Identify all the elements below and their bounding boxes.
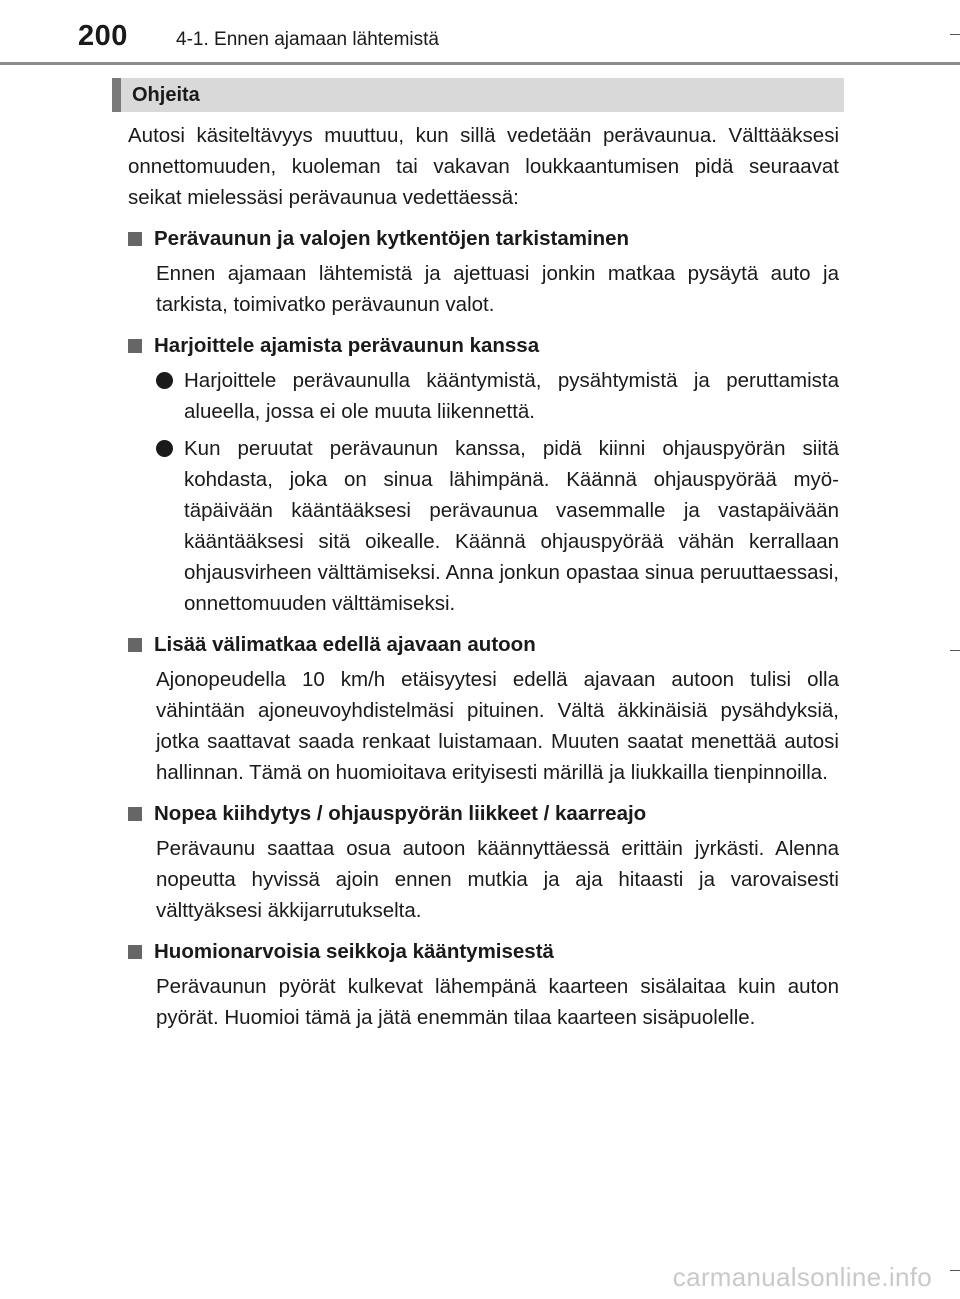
section-heading	[128, 223, 839, 254]
crop-mark	[950, 34, 960, 35]
section-heading-text: Huomionarvoisia seikkoja kääntymisestä	[154, 940, 554, 963]
box-header	[112, 78, 844, 112]
round-bullet-icon	[156, 372, 173, 389]
round-bullet-icon	[156, 440, 173, 457]
section-paragraph: Perävaunun pyörät kulkevat lähempänä kaarteen sisälaitaa kuin auton pyörät. Huomioi tämä ja jätä enemmän tilaa kaarteen sisäpuolelle.	[156, 975, 839, 1029]
box-header-bar	[112, 78, 121, 112]
section-trailer-lights	[128, 223, 839, 320]
section-paragraph: Perävaunu saattaa osua autoon käännyttäessä erittäin jyrkästi. Alenna nopeutta hyvissä ajoin ennen mutkia ja aja hitaasti ja varovaisesti välttyäksesi äkkijarrutukselta.	[156, 837, 839, 922]
square-bullet-icon	[128, 807, 142, 821]
square-bullet-icon	[128, 339, 142, 353]
section-heading-text: Harjoittele ajamista perävaunun kanssa	[154, 334, 540, 357]
section-heading	[128, 629, 839, 660]
section-body	[128, 971, 839, 1033]
section-heading	[128, 936, 839, 967]
section-heading	[128, 330, 839, 361]
crop-mark	[950, 1270, 960, 1271]
square-bullet-icon	[128, 638, 142, 652]
section-heading	[128, 798, 839, 829]
section-body	[128, 258, 839, 320]
bullet-text: Kun peruutat perävaunun kanssa, pidä kiinni ohjauspyörän siitä kohdasta, joka on sinua lähimpänä. Käännä ohjauspyörää myötäpäivään kääntääksesi perävaunua vasemmalle ja vastapäivään kääntääksesi sitä oikealle. Käännä ohjauspyörää vähän kerrallaan ohjausvirheen välttämiseksi. Anna jonkun opastaa sinua peruuttaessasi, onnettomuuden välttämiseksi.	[184, 437, 839, 615]
bullet-text: Harjoittele perävaunulla kääntymistä, pysähtymistä ja peruttamista alueella, jossa ei ole muuta liikennettä.	[184, 369, 839, 423]
section-turning	[128, 936, 839, 1033]
bullet-item	[156, 433, 839, 619]
header-rule	[0, 62, 960, 65]
section-title: 4-1. Ennen ajamaan lähtemistä	[176, 29, 439, 50]
square-bullet-icon	[128, 232, 142, 246]
section-following-distance	[128, 629, 839, 788]
section-heading-text: Nopea kiihdytys / ohjauspyörän liikkeet / kaarreajo	[154, 802, 647, 825]
square-bullet-icon	[128, 945, 142, 959]
section-paragraph: Ennen ajamaan lähtemistä ja ajettuasi jonkin matkaa pysäytä auto ja tarkista, toimivatko perävaunun valot.	[156, 262, 839, 316]
section-body	[128, 365, 839, 619]
watermark: carmanualsonline.info	[672, 1262, 932, 1292]
section-heading-text: Perävaunun ja valojen kytkentöjen tarkistaminen	[154, 227, 630, 250]
content	[128, 120, 839, 1043]
section-acceleration-cornering	[128, 798, 839, 926]
section-practice-driving	[128, 330, 839, 619]
section-heading-text: Lisää välimatkaa edellä ajavaan autoon	[154, 633, 536, 656]
bullet-item	[156, 365, 839, 427]
page-number: 200	[78, 20, 128, 52]
section-paragraph: Ajonopeudella 10 km/h etäisyytesi edellä ajavaan autoon tulisi olla vähintään ajoneuvoyhdistelmäsi pituinen. Vältä äkkinäisiä pysähdyksiä, jotka saattavat saada renkaat luistamaan. Muuten saatat menettää autosi hallinnan. Tämä on huomioitava erityisesti märillä ja liukkailla tienpinnoilla.	[156, 668, 839, 784]
section-body	[128, 664, 839, 788]
section-body	[128, 833, 839, 926]
intro-paragraph: Autosi käsiteltävyys muuttuu, kun sillä vedetään perävaunua. Välttääksesi onnettomuuden, kuoleman tai vakavan loukkaantumisen pidä seuraavat seikat mielessäsi perävaunua vedettäessä:	[128, 124, 839, 209]
box-header-title: Ohjeita	[132, 84, 200, 106]
crop-mark	[950, 650, 960, 651]
